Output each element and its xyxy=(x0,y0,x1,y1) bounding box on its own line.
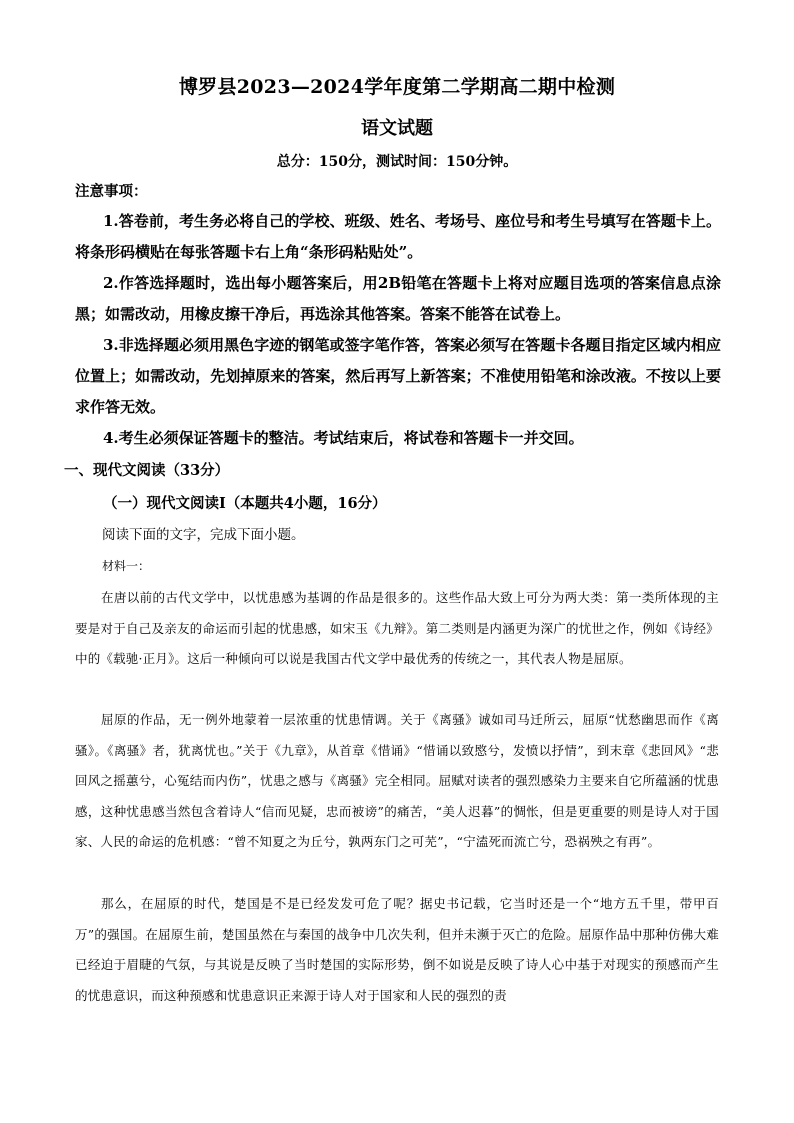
section-heading: 一、现代文阅读（33分） xyxy=(64,462,230,479)
exam-title: 博罗县2023—2024学年度第二学期高二期中检测 xyxy=(178,76,616,98)
passage-paragraph-3: 那么，在屈原的时代，楚国是不是已经发发可危了呢？据史书记载，它当时还是一个“地方五千里，带甲百万”的强国。在屈原生前，楚国虽然在与秦国的战争中几次失利，但并未濒于灭亡的危险。屈原作品中那种仿佛大难已经迫于眉睫的气氛，与其说是反映了当时楚国的实际形势，倒不如说是反映了诗人心中基于对现实的预感而产生的忧患意识，而这种预感和忧患意识正来源于诗人对于国家和人民的强烈的责 xyxy=(75,896,719,1003)
notice-item-4: 4.考生必须保证答题卡的整洁。考试结束后，将试卷和答题卡一并交回。 xyxy=(103,429,584,447)
notice-heading: 注意事项： xyxy=(75,183,148,200)
material-label: 材料一： xyxy=(102,559,151,573)
section-subheading: （一）现代文阅读Ⅰ（本题共4小题，16分） xyxy=(103,495,387,512)
notice-item-1: 1.答卷前，考生务必将自己的学校、班级、姓名、考场号、座位号和考生号填写在答题卡上。将条形码横贴在每张答题卡右上角“条形码粘贴处”。 xyxy=(75,212,721,261)
score-info: 总分：150分，测试时间：150分钟。 xyxy=(276,154,518,170)
exam-subtitle: 语文试题 xyxy=(361,118,433,139)
notice-item-3: 3.非选择题必须用黑色字迹的钢笔或签字笔作答，答案必须写在答题卡各题目指定区域内相应位置上；如需改动，先划掉原来的答案，然后再写上新答案；不准使用铅笔和涂改液。不按以上要求作答无效。 xyxy=(75,336,721,416)
notice-item-2: 2.作答选择题时，选出每小题答案后，用2B铅笔在答题卡上将对应题目选项的答案信息点涂黑；如需改动，用橡皮擦干净后，再选涂其他答案。答案不能答在试卷上。 xyxy=(75,274,721,323)
passage-paragraph-1: 在唐以前的古代文学中，以忧患感为基调的作品是很多的。这些作品大致上可分为两大类：第一类所体现的主要是对于自己及亲友的命运而引起的忧患感，如宋玉《九辩》。第二类则是内涵更为深广的忧世之作，例如《诗经》中的《载驰·正月》。这后一种倾向可以说是我国古代文学中最优秀的传统之一，其代表人物是屈原。 xyxy=(75,590,719,666)
passage-paragraph-2: 屈原的作品，无一例外地蒙着一层浓重的忧患情调。关于《离骚》诚如司马迁所云，屈原“忧愁幽思而作《离骚》。《离骚》者，犹离忧也。”关于《九章》，从首章《惜诵》“惜诵以致愍兮，发愤以抒情”，到末章《悲回风》“悲回风之摇蕙兮，心冤结而内伤”，忧患之感与《离骚》完全相同。屈赋对读者的强烈感染力主要来自它所蕴涵的忧患感，这种忧患感当然包含着诗人“信而见疑，忠而被谤”的痛苦，“美人迟暮”的惆怅，但是更重要的则是诗人对于国家、人民的命运的危机感：“曾不知夏之为丘兮，孰两东门之可芜”，“宁溘死而流亡兮，恐祸殃之有再”。 xyxy=(75,712,719,849)
reading-instruction: 阅读下面的文字，完成下面小题。 xyxy=(102,527,305,543)
